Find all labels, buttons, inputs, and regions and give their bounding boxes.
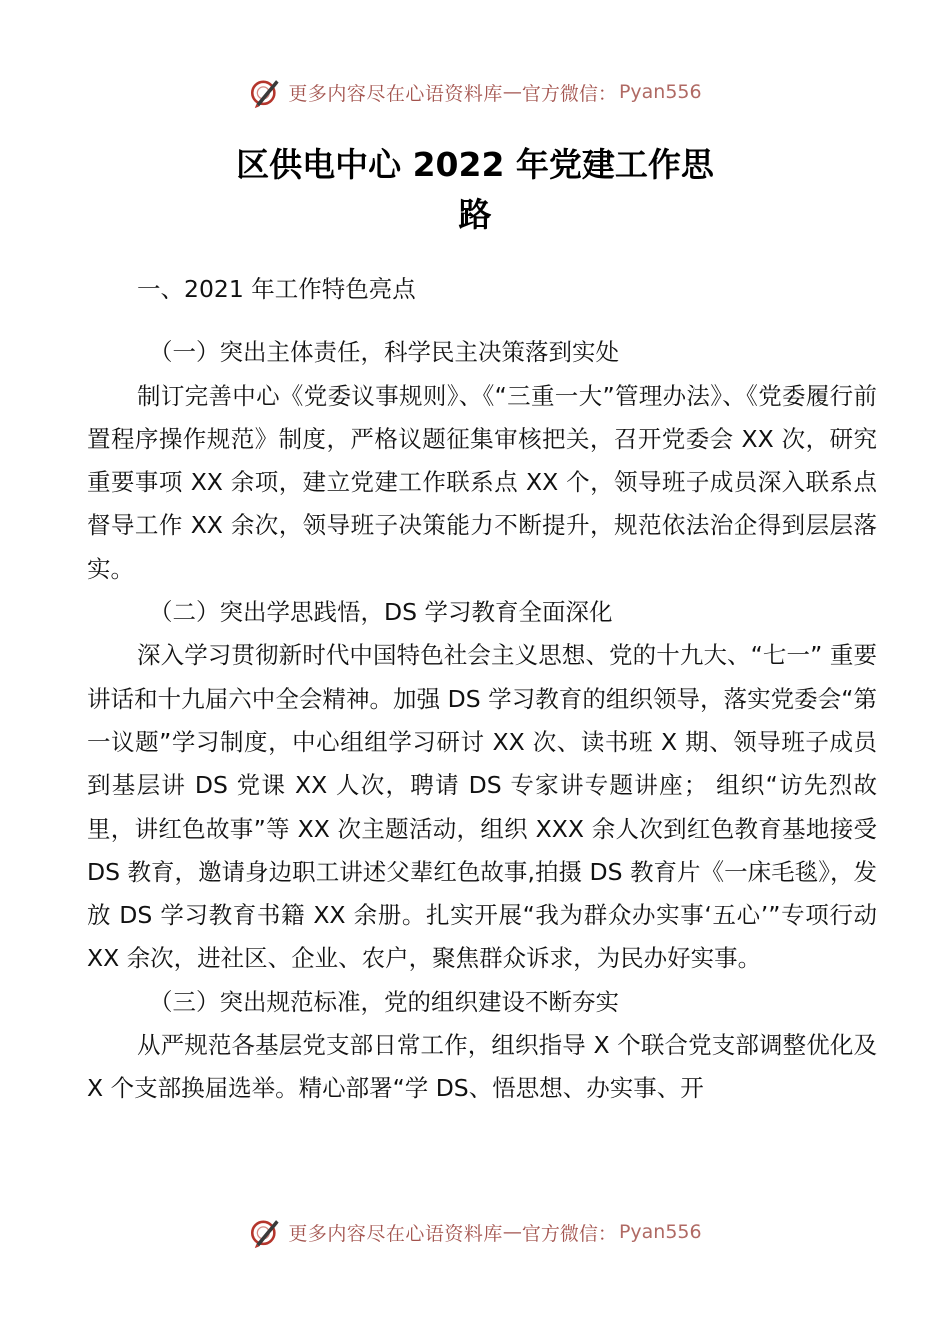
paragraph-1: 制订完善中心《党委议事规则》、《“三重一大”管理办法》、《党委履行前置程序操作规范》制度，严格议题征集审核把关，召开党委会 XX 次，研究重要事项 XX 余项，建立党建工作联系点 XX 个，领导班子成员深入联系点督导工作 XX 余次，领导班子决策能力不断提升，规范依法治企得到层层落实。 xyxy=(87,381,877,583)
banner-contact-label: 官方微信： xyxy=(521,82,617,105)
subsection-heading-1: （一）突出主体责任，科学民主决策落到实处 xyxy=(149,338,619,367)
banner-contact-id: Pyan556 xyxy=(618,1221,702,1243)
subsection-heading-2: （二）突出学思践悟，DS 学习教育全面深化 xyxy=(149,598,613,627)
pen-logo-icon xyxy=(248,1215,282,1249)
banner-dash: — xyxy=(502,1221,522,1243)
subsection-heading-3: （三）突出规范标准，党的组织建设不断夯实 xyxy=(149,987,619,1016)
paragraph-2: 深入学习贯彻新时代中国特色社会主义思想、党的十九大、“七一” 重要讲话和十九届六中全会精神。加强 DS 学习教育的组织领导，落实党委会“第一议题”学习制度，中心组组学习研讨 XX 次、读书班 X 期、领导班子成员到基层讲 DS 党课 XX 人次，聘请 DS 专家讲专题讲座； 组织“访先烈故里，讲红色故事”等 XX 次主题活动，组织 XXX 余人次到红色教育基地接受 DS 教育，邀请身边职工讲述父辈红色故事,拍摄 DS 教育片《一床毛毯》，发放 DS 学习教育书籍 XX 余册。扎实开展“我为群众办实事‘五心’”专项行动 XX 余次，进社区、企业、农户，聚焦群众诉求，为民办好实事。 xyxy=(87,641,877,973)
banner-contact-label: 官方微信： xyxy=(521,1222,617,1245)
footer-watermark-banner xyxy=(0,1212,950,1252)
document-body xyxy=(87,268,877,1111)
document-title xyxy=(0,140,950,240)
header-watermark-banner xyxy=(0,72,950,112)
title-line-2: 路 xyxy=(458,195,492,234)
banner-text: 更多内容尽在心语资料库 xyxy=(288,1222,503,1245)
banner-text: 更多内容尽在心语资料库 xyxy=(288,82,503,105)
pen-logo-icon xyxy=(248,75,282,109)
paragraph-3: 从严规范各基层党支部日常工作，组织指导 X 个联合党支部调整优化及 X 个支部换届选举。精心部署“学 DS、悟思想、办实事、开 xyxy=(87,1031,877,1103)
banner-dash: — xyxy=(502,81,522,103)
banner-contact-id: Pyan556 xyxy=(618,81,702,103)
title-line-1: 区供电中心 2022 年党建工作思 xyxy=(236,145,714,184)
section-heading: 一、2021 年工作特色亮点 xyxy=(137,275,416,303)
